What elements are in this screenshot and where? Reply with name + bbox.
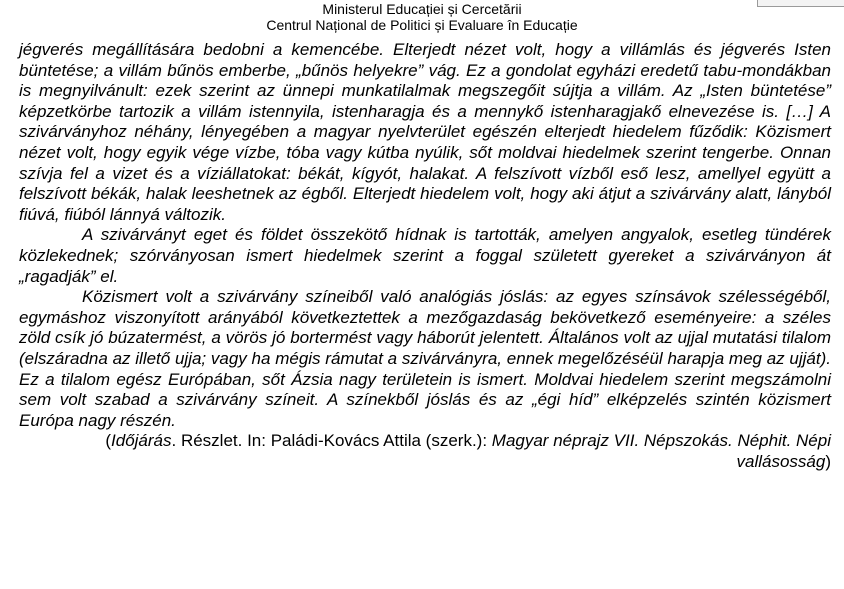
paragraph-2: A szivárványt eget és földet összekötő hídnak is tartották, amelyen angyalok, esetleg tündérek közlekednek; szórványosan ismert hiedelmek szerint a foggal született gyereket a szivárványon át „ragadják” el. [19,225,831,286]
page-header [0,0,844,33]
text-body [19,40,831,472]
citation-mid: . Részlet. In: Paládi-Kovács Attila (szerk.): [171,431,492,451]
citation-close: ) [825,451,831,471]
citation-book: Magyar néprajz VII. Népszokás. Néphit. Népi vallásosság [491,431,831,471]
citation-title: Időjárás [111,431,172,451]
paragraph-1: jégverés megállítására bedobni a kemencébe. Elterjedt nézet volt, hogy a villámlás és jégverés Isten büntetése; a villám bűnös emberbe, „bűnös helyekre” vág. Ez a gondolat egyházi eredetű tabu-mondákban is megnyilvánult: ezek szerint az ünnepi munkatilalmak megszegőit sújtja a villám. Az „Isten büntetése” képzetkörbe tartozik a villám istennyila, istenharagja és a mennykő istenharagjakő elnevezése is. […] A szivárványhoz néhány, lényegében a magyar nyelvterület egészén elterjedt hiedelem fűződik: Közismert nézet volt, hogy egyik vége vízbe, tóba vagy kútba nyúlik, sőt moldvai hiedelmek szerint tengerbe. Onnan szívja fel a vizet és a víziállatokat: békát, kígyót, halakat. A felszívott vízből eső lesz, amellyel együtt a felszívott békák, halak leeshetnek az égből. Elterjedt hiedelem volt, hogy aki átjut a szivárvány alatt, lányból fiúvá, fiúból lánnyá változik. [19,40,831,224]
ministry-name: Ministerul Educației și Cercetării [322,1,522,17]
source-citation [19,431,831,472]
center-name: Centrul Național de Politici și Evaluare în Educație [266,17,578,33]
citation-open: ( [105,431,112,451]
paragraph-3: Közismert volt a szivárvány színeiből való analógiás jóslás: az egyes színsávok szélességéből, egymáshoz viszonyított arányából következtettek a mezőgazdaság bekövetkező eseményeire: a széles zöld csík jó búzatermést, a vörös jó bortermést vagy háborút jelentett. Általános volt az ujjal mutatási tilalom (elszáradna az illető ujja; vagy ha mégis rámutat a szivárványra, ennek megelőzéséül harapja meg az ujját). Ez a tilalom egész Európában, sőt Ázsia nagy területein is ismert. Moldvai hiedelem szerint megszámolni sem volt szabad a szivárvány színeit. A színekből jóslás és az „égi híd” elképzelés szintén közismert Európa nagy részén. [19,287,831,430]
